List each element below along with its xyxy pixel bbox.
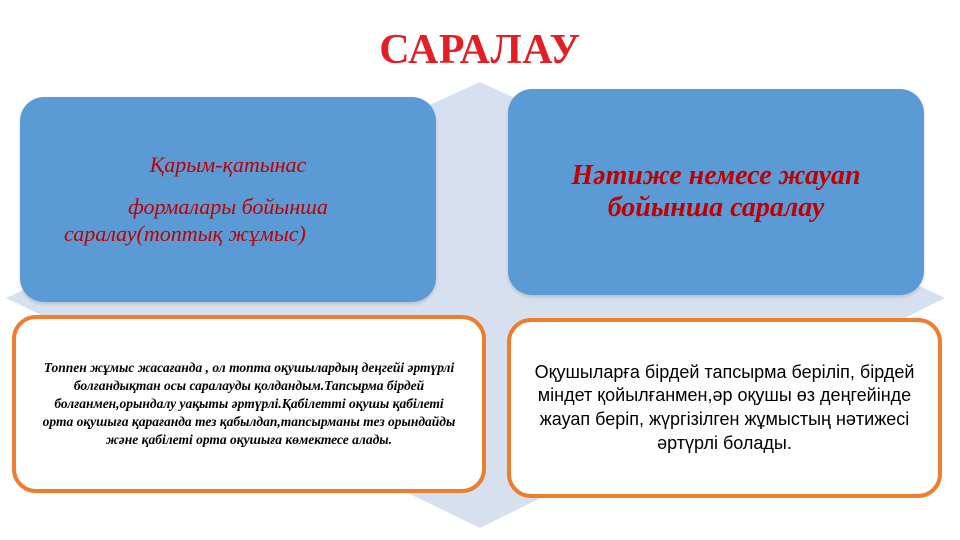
top-left-box [20,97,436,302]
top-left-line1: Қарым-қатынас [149,152,307,178]
bottom-left-text: Топпен жұмыс жасағанда , ол топта оқушылардың деңгейі әртүрлі болғандықтан осы саралауды қолдандым.Тапсырма бірдей болғанмен,орындалу уақыты әртүрлі.Қабілетті оқушы қабілеті орта оқушыға қарағанда тез қабылдап,тапсырманы тез орындайды және қабілеті орта оқушыға көмектесе алады. [42,360,456,447]
slide-title: САРАЛАУ [379,27,581,73]
top-left-line2: формалары бойынша [128,193,328,219]
top-right-box [508,89,924,295]
bottom-right-text: Оқушыларға бірдей тапсырма беріліп, бірдей міндет қойылғанмен,әр оқушы өз деңгейінде жауап беріп, жүргізілген жұмыстың нәтижесі әртүрлі болады. [534,361,915,453]
bottom-left-box [12,315,486,493]
bottom-right-box [507,318,942,498]
top-right-text: Нәтиже немесе жауап бойынша саралау [571,159,861,223]
top-left-line3: саралау(топтық жұмыс) [64,221,306,247]
